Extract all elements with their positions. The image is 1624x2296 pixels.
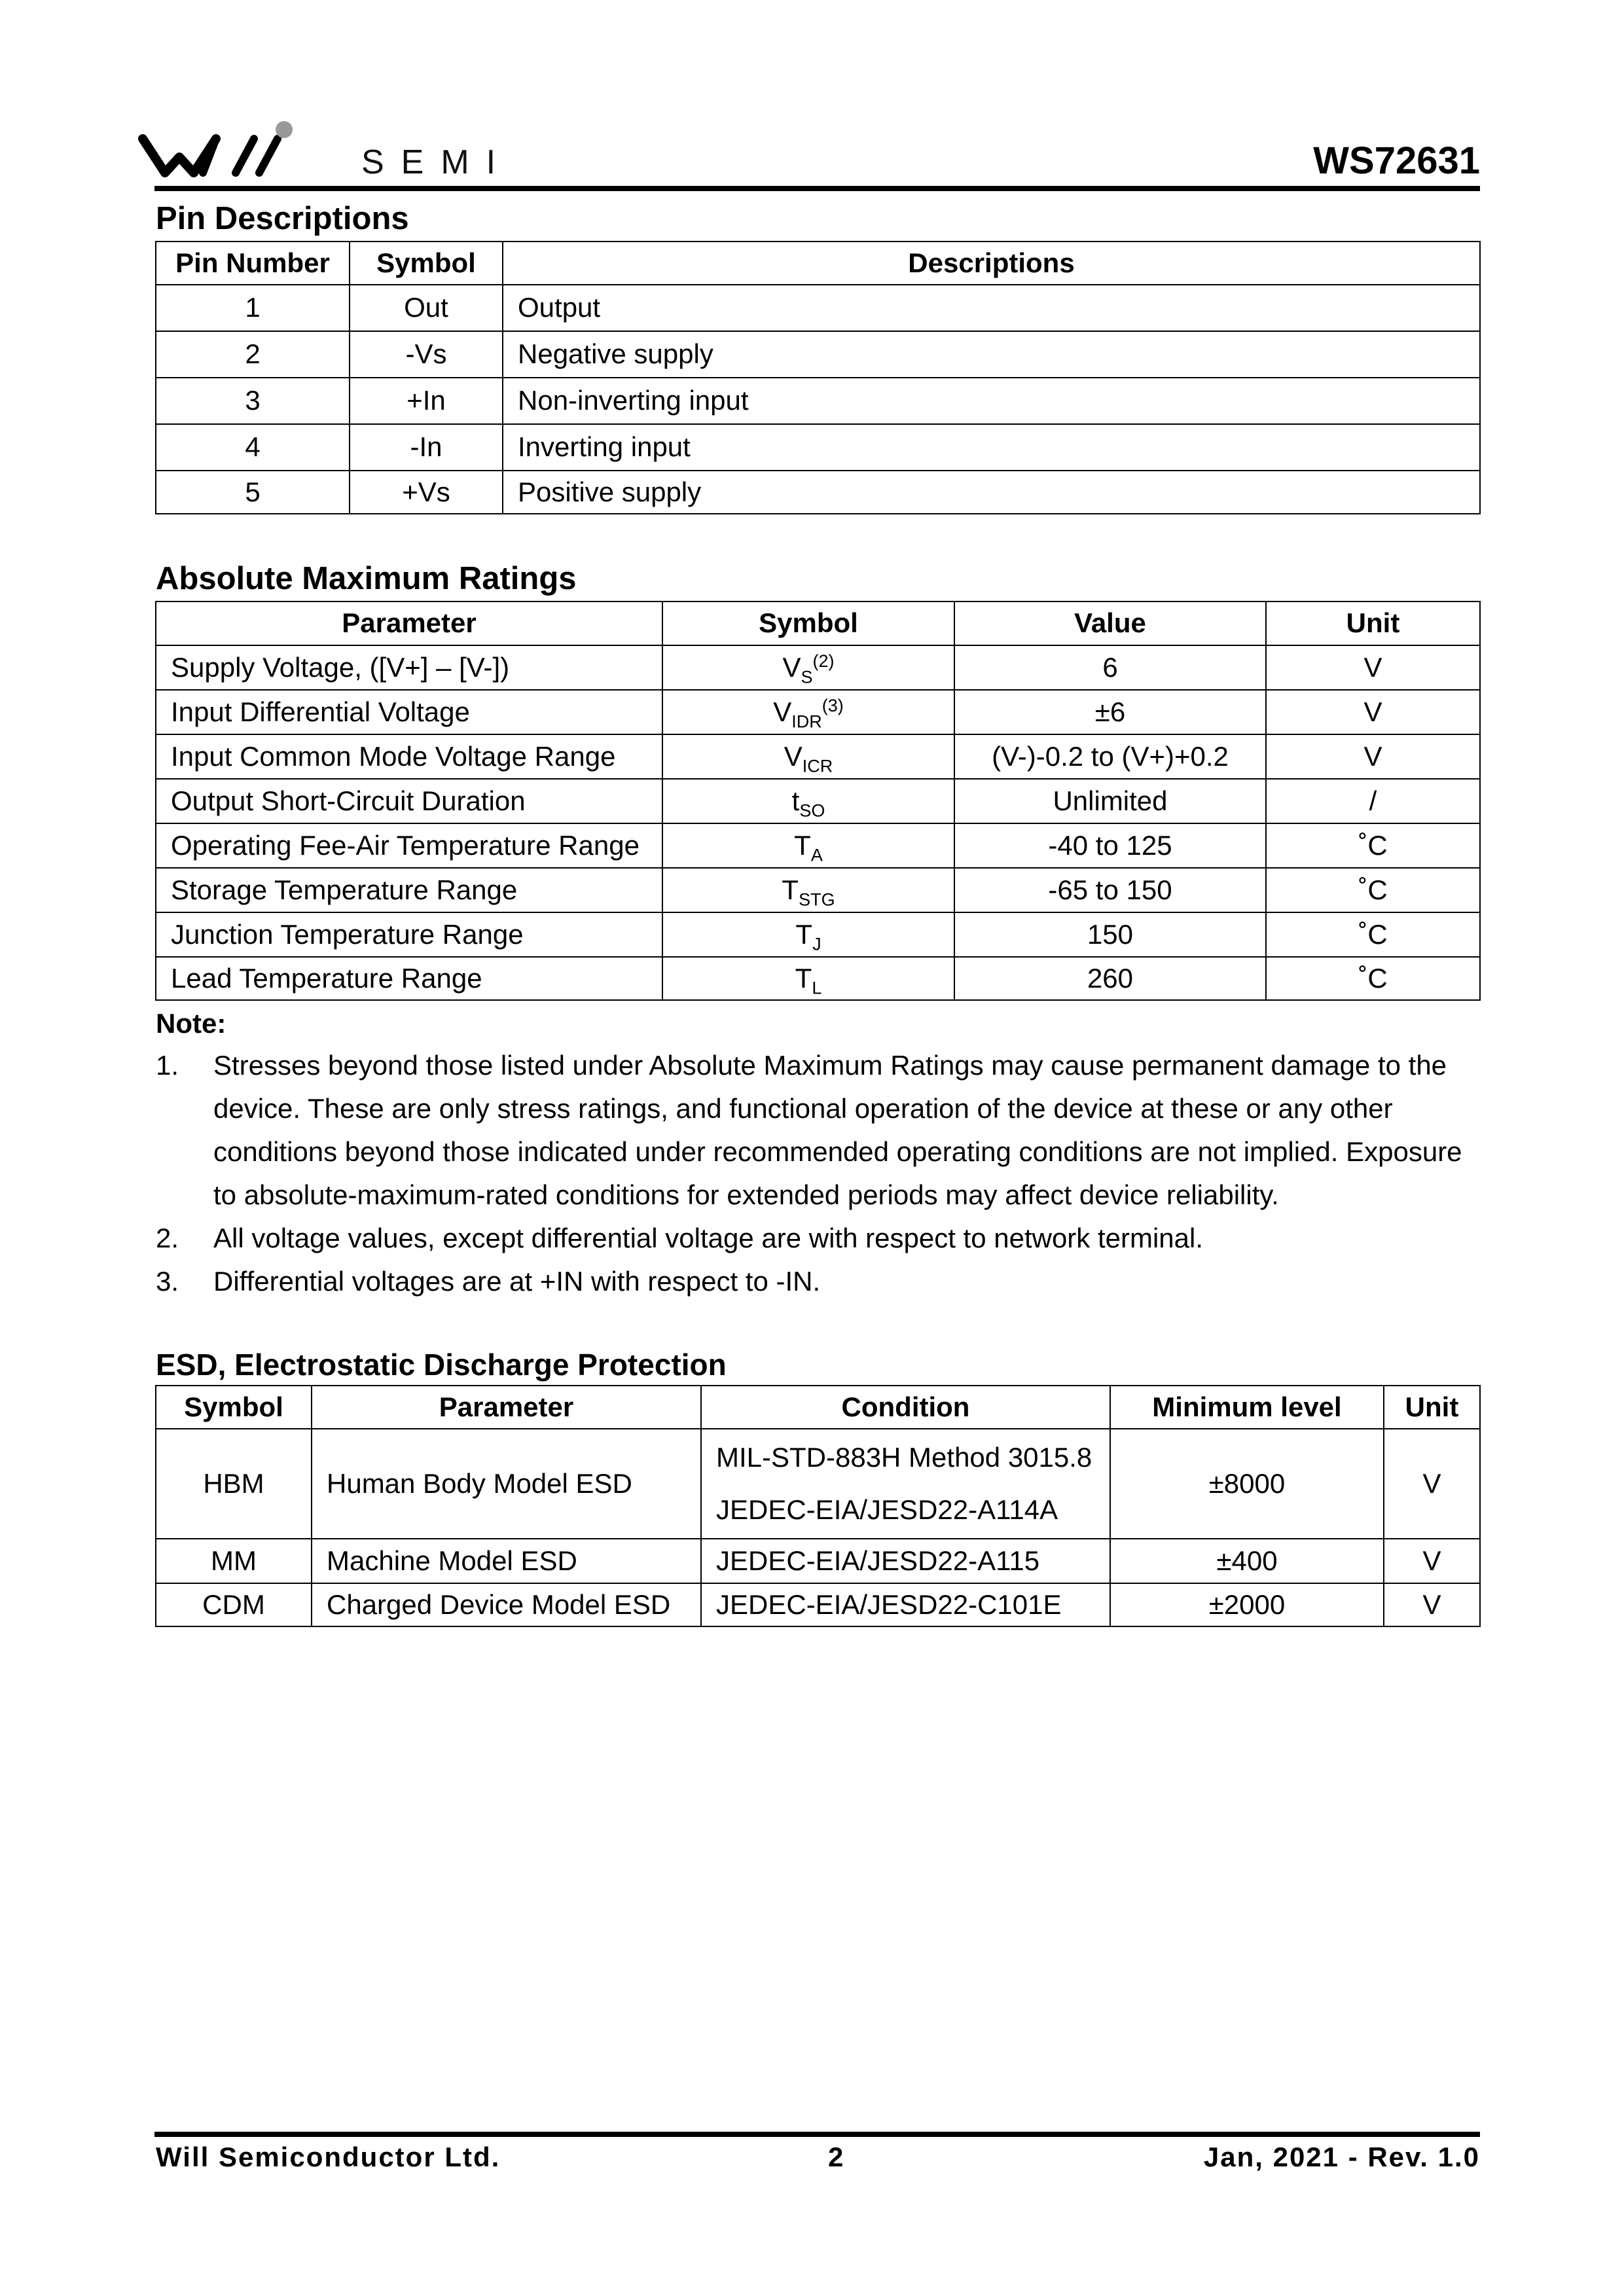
pin-number: 3 xyxy=(156,378,350,424)
column-header: Symbol xyxy=(156,1386,312,1429)
pin-number: 4 xyxy=(156,424,350,471)
pin-symbol: +Vs xyxy=(350,471,503,514)
list-item xyxy=(156,1217,1481,1260)
unit-cell: ˚C xyxy=(1266,912,1480,957)
symbol-cell: $T_J$ xyxy=(662,912,954,957)
table-row xyxy=(156,912,1480,957)
unit-cell: V xyxy=(1266,645,1480,690)
note-number: 1. xyxy=(156,1050,179,1081)
parameter-cell: Lead Temperature Range xyxy=(156,957,662,1000)
symbol-cell: $T_A$ xyxy=(662,823,954,868)
column-header: Symbol xyxy=(662,601,954,645)
absolute-maximum-ratings-table xyxy=(155,601,1481,1001)
parameter-cell: Storage Temperature Range xyxy=(156,868,662,912)
table-header-row xyxy=(156,242,1480,285)
esd-parameter: Human Body Model ESD xyxy=(312,1429,701,1539)
esd-minimum-level: ±2000 xyxy=(1110,1583,1384,1626)
column-header: Parameter xyxy=(156,601,662,645)
esd-symbol: CDM xyxy=(156,1583,312,1626)
unit-cell: V xyxy=(1266,734,1480,779)
pin-symbol: Out xyxy=(350,285,503,331)
parameter-cell: Output Short-Circuit Duration xyxy=(156,779,662,823)
pin-number: 5 xyxy=(156,471,350,514)
unit-cell: ˚C xyxy=(1266,957,1480,1000)
unit-cell: / xyxy=(1266,779,1480,823)
note-text: Stresses beyond those listed under Absolute Maximum Ratings may cause permanent damage to the device. These are only stress ratings, and functional operation of the device at these or any other conditions beyond those indicated under recommended operating conditions are not implied. Exposure to absolute-maximum-rated conditions for extended periods may affect device reliability. xyxy=(213,1050,1462,1210)
pin-number: 2 xyxy=(156,331,350,378)
esd-condition: JEDEC-EIA/JESD22-A115 xyxy=(701,1539,1110,1583)
condition-line: MIL-STD-883H Method 3015.8 xyxy=(716,1442,1092,1473)
symbol-cell: $T_{STG}$ xyxy=(662,868,954,912)
unit-cell: ˚C xyxy=(1266,823,1480,868)
note-number: 2. xyxy=(156,1223,179,1253)
footer-company: Will Semiconductor Ltd. xyxy=(156,2142,501,2172)
esd-minimum-level: ±400 xyxy=(1110,1539,1384,1583)
symbol-cell: $T_L$ xyxy=(662,957,954,1000)
symbol-cell: $t_{SO}$ xyxy=(662,779,954,823)
pin-symbol: +In xyxy=(350,378,503,424)
pin-description: Output xyxy=(503,285,1480,331)
pin-descriptions-title: Pin Descriptions xyxy=(156,201,409,236)
parameter-cell: Input Differential Voltage xyxy=(156,690,662,734)
column-header: Descriptions xyxy=(503,242,1480,285)
pin-description: Negative supply xyxy=(503,331,1480,378)
table-row xyxy=(156,1429,1480,1539)
esd-symbol: HBM xyxy=(156,1429,312,1539)
table-row xyxy=(156,424,1480,471)
column-header: Unit xyxy=(1384,1386,1480,1429)
footer-page-number: 2 xyxy=(828,2142,845,2172)
esd-unit: V xyxy=(1384,1429,1480,1539)
value-cell: 150 xyxy=(954,912,1266,957)
table-row xyxy=(156,331,1480,378)
pin-description: Positive supply xyxy=(503,471,1480,514)
parameter-cell: Supply Voltage, ([V+] – [V-]) xyxy=(156,645,662,690)
esd-title: ESD, Electrostatic Discharge Protection xyxy=(156,1348,727,1382)
esd-condition xyxy=(701,1429,1110,1539)
column-header: Pin Number xyxy=(156,242,350,285)
symbol-cell: $V_{IDR}^{(3)}$ xyxy=(662,690,954,734)
value-cell: -65 to 150 xyxy=(954,868,1266,912)
column-header: Minimum level xyxy=(1110,1386,1384,1429)
esd-table xyxy=(155,1385,1481,1627)
column-header: Value xyxy=(954,601,1266,645)
table-row xyxy=(156,690,1480,734)
document-id: WS72631 xyxy=(1313,139,1480,182)
footer-revision: Jan, 2021 - Rev. 1.0 xyxy=(1203,2142,1480,2172)
pin-number: 1 xyxy=(156,285,350,331)
table-row xyxy=(156,378,1480,424)
symbol-cell: $V_S^{(2)}$ xyxy=(662,645,954,690)
esd-unit: V xyxy=(1384,1539,1480,1583)
esd-symbol: MM xyxy=(156,1539,312,1583)
condition-line: JEDEC-EIA/JESD22-A114A xyxy=(716,1494,1058,1525)
column-header: Parameter xyxy=(312,1386,701,1429)
table-header-row xyxy=(156,1386,1480,1429)
table-row xyxy=(156,471,1480,514)
esd-unit: V xyxy=(1384,1583,1480,1626)
esd-condition: JEDEC-EIA/JESD22-C101E xyxy=(701,1583,1110,1626)
note-text: Differential voltages are at +IN with respect to -IN. xyxy=(213,1266,821,1297)
column-header: Unit xyxy=(1266,601,1480,645)
note-number: 3. xyxy=(156,1266,179,1297)
table-row xyxy=(156,868,1480,912)
note-title: Note: xyxy=(156,1008,226,1039)
value-cell: ±6 xyxy=(954,690,1266,734)
value-cell: Unlimited xyxy=(954,779,1266,823)
table-row xyxy=(156,734,1480,779)
value-cell: (V-)-0.2 to (V+)+0.2 xyxy=(954,734,1266,779)
logo-text: SEMI xyxy=(361,143,513,181)
parameter-cell: Input Common Mode Voltage Range xyxy=(156,734,662,779)
unit-cell: ˚C xyxy=(1266,868,1480,912)
table-row xyxy=(156,285,1480,331)
parameter-cell: Junction Temperature Range xyxy=(156,912,662,957)
absolute-maximum-ratings-title: Absolute Maximum Ratings xyxy=(156,561,577,596)
pin-descriptions-table xyxy=(155,241,1481,514)
column-header: Condition xyxy=(701,1386,1110,1429)
table-row xyxy=(156,779,1480,823)
table-row xyxy=(156,823,1480,868)
table-row xyxy=(156,645,1480,690)
esd-minimum-level: ±8000 xyxy=(1110,1429,1384,1539)
table-header-row xyxy=(156,601,1480,645)
table-row xyxy=(156,1539,1480,1583)
pin-symbol: -Vs xyxy=(350,331,503,378)
list-item xyxy=(156,1044,1481,1217)
header-rule xyxy=(154,186,1480,191)
symbol-cell: $V_{ICR}$ xyxy=(662,734,954,779)
pin-description: Inverting input xyxy=(503,424,1480,471)
list-item xyxy=(156,1260,1481,1303)
esd-parameter: Machine Model ESD xyxy=(312,1539,701,1583)
notes-list xyxy=(156,1044,1481,1303)
esd-parameter: Charged Device Model ESD xyxy=(312,1583,701,1626)
column-header: Symbol xyxy=(350,242,503,285)
table-row xyxy=(156,957,1480,1000)
parameter-cell: Operating Fee-Air Temperature Range xyxy=(156,823,662,868)
table-row xyxy=(156,1583,1480,1626)
footer-rule xyxy=(154,2132,1480,2137)
value-cell: -40 to 125 xyxy=(954,823,1266,868)
pin-description: Non-inverting input xyxy=(503,378,1480,424)
value-cell: 6 xyxy=(954,645,1266,690)
note-text: All voltage values, except differential voltage are with respect to network terminal. xyxy=(213,1223,1203,1253)
unit-cell: V xyxy=(1266,690,1480,734)
value-cell: 260 xyxy=(954,957,1266,1000)
pin-symbol: -In xyxy=(350,424,503,471)
